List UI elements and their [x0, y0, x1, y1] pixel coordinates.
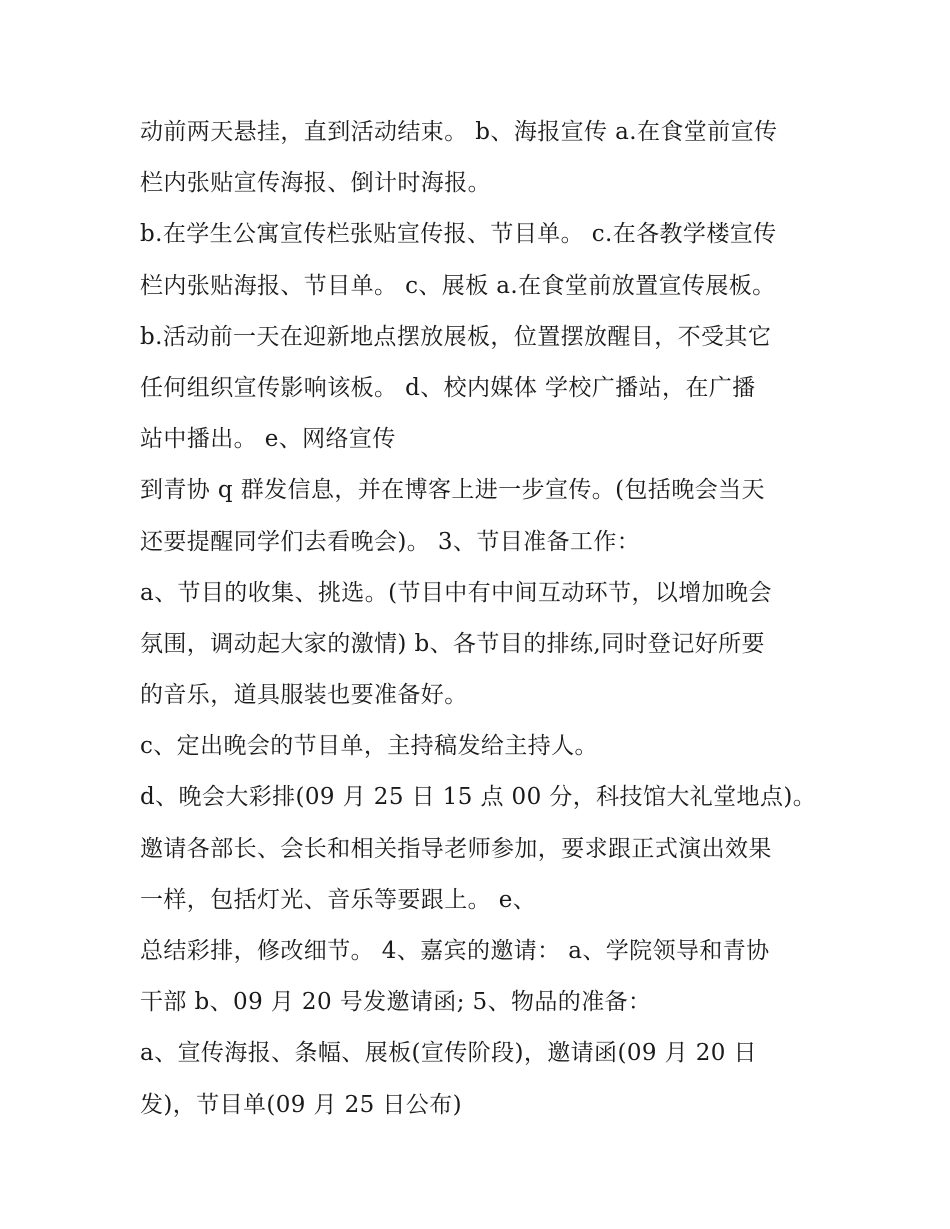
text-line: 任何组织宣传影响该板。 d、校内媒体 学校广播站，在广播	[140, 374, 756, 401]
text-line: c、定出晚会的节目单，主持稿发给主持人。	[140, 733, 598, 760]
body-text	[140, 107, 830, 1131]
text-line: 干部 b、09 月 20 号发邀请函; 5、物品的准备：	[140, 989, 652, 1016]
text-line: 发)，节目单(09 月 25 日公布)	[140, 1091, 462, 1118]
text-line: 到青协 q 群发信息，并在博客上进一步宣传。(包括晚会当天	[140, 477, 765, 504]
text-line: 的音乐，道具服装也要准备好。	[140, 682, 468, 709]
text-line: a、节目的收集、挑选。(节目中有中间互动环节，以增加晚会	[140, 579, 772, 606]
text-line: 栏内张贴海报、节目单。 c、展板 a.在食堂前放置宣传展板。	[140, 272, 776, 299]
text-line: d、晚会大彩排(09 月 25 日 15 点 00 分，科技馆大礼堂地点)。	[140, 784, 817, 811]
text-line: 动前两天悬挂，直到活动结束。 b、海报宣传 a.在食堂前宣传	[140, 119, 778, 145]
text-line: 一样，包括灯光、音乐等要跟上。 e、	[140, 886, 537, 913]
text-line: 氛围，调动起大家的激情) b、各节目的排练,同时登记好所要	[140, 630, 765, 657]
text-line: 邀请各部长、会长和相关指导老师参加，要求跟正式演出效果	[140, 835, 772, 862]
text-line: 站中播出。 e、网络宣传	[140, 426, 396, 453]
text-line: b.在学生公寓宣传栏张贴宣传报、节目单。 c.在各教学楼宣传	[140, 221, 777, 248]
text-line: 总结彩排，修改细节。 4、嘉宾的邀请： a、学院领导和青协	[140, 938, 770, 964]
text-line: b.活动前一天在迎新地点摆放展板，位置摆放醒目，不受其它	[140, 323, 772, 350]
text-line: 还要提醒同学们去看晚会)。 3、节目准备工作：	[140, 528, 641, 555]
text-line: a、宣传海报、条幅、展板(宣传阶段)，邀请函(09 月 20 日	[140, 1040, 757, 1067]
text-line: 栏内张贴宣传海报、倒计时海报。	[140, 170, 491, 197]
